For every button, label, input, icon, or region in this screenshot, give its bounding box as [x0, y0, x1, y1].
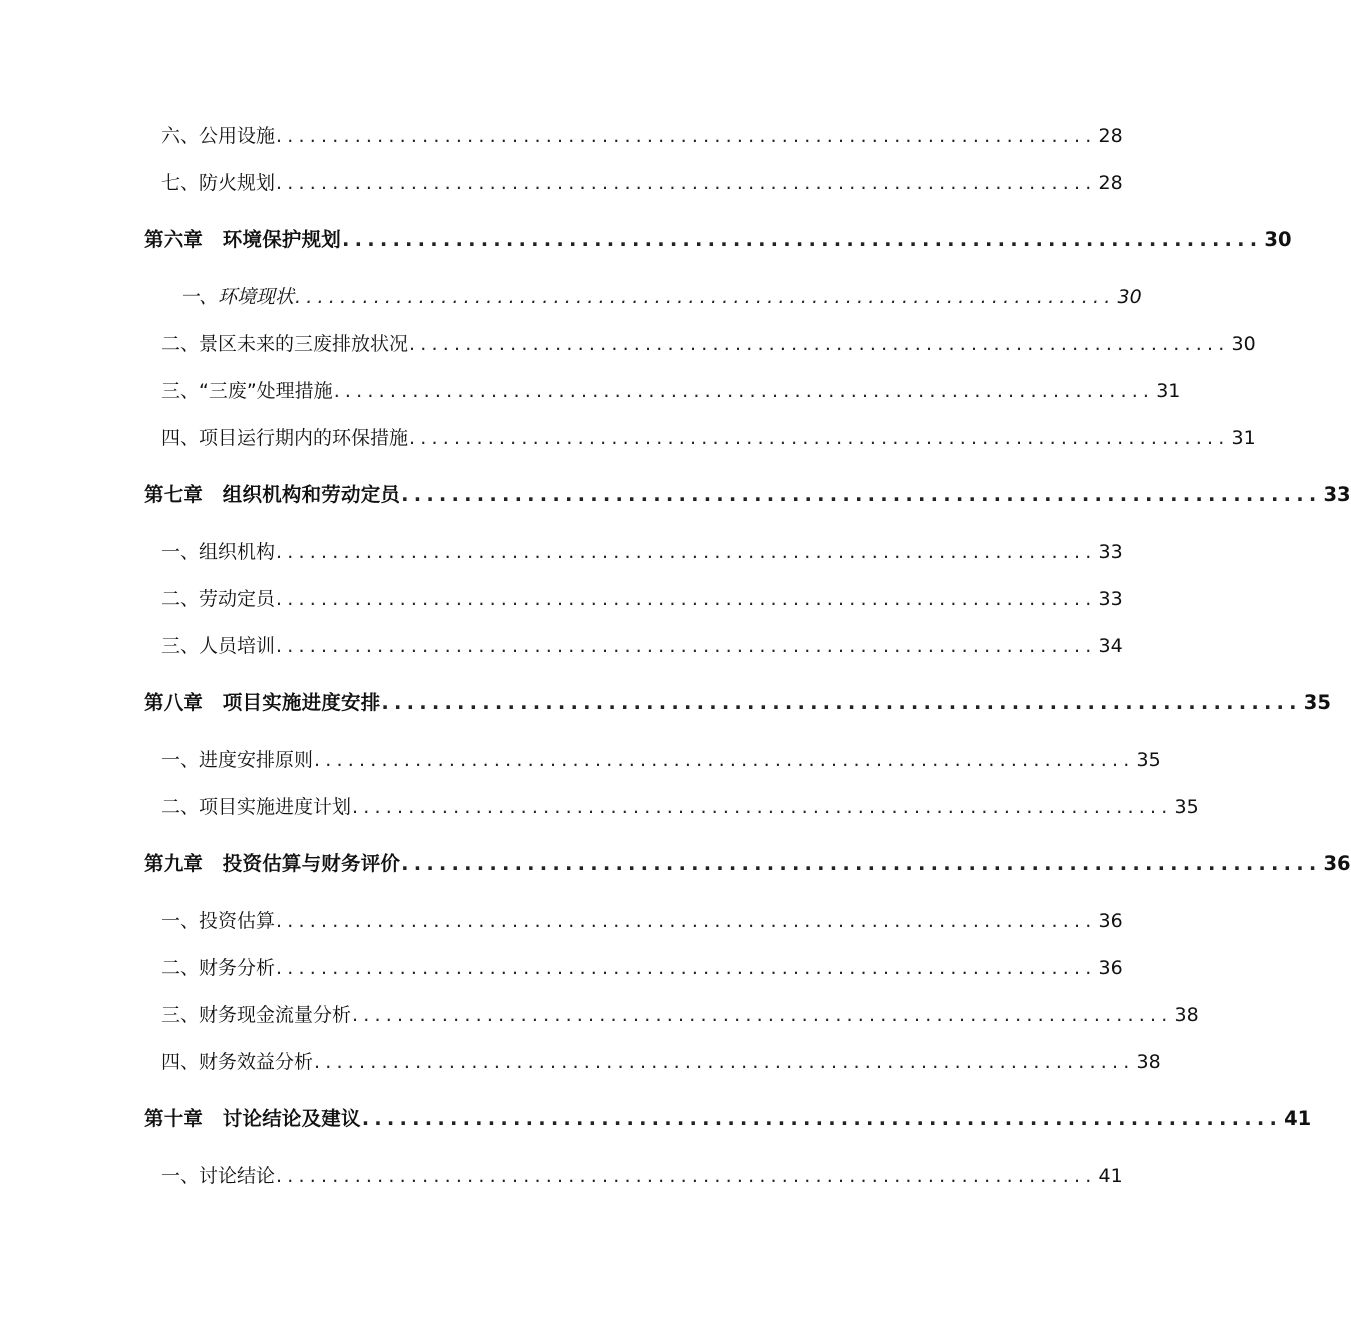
dot-leader: .........................................................................: [276, 172, 1097, 194]
toc-entry-page: 30: [1231, 333, 1256, 355]
toc-entry-section[interactable]: [161, 376, 1181, 406]
toc-entry-label: 第九章 投资估算与财务评价: [144, 852, 401, 875]
toc-entry-label: 一、环境现状: [180, 286, 295, 308]
dot-leader: .........................................................................: [401, 483, 1322, 506]
dot-leader: .........................................................................: [314, 1051, 1135, 1073]
toc-entry-page: 31: [1231, 427, 1256, 449]
toc-entry-page: 31: [1156, 380, 1181, 402]
dot-leader: .........................................................................: [381, 691, 1302, 714]
toc-entry-section[interactable]: [161, 1161, 1123, 1191]
toc-entry-label: 六、公用设施: [161, 125, 276, 147]
toc-entry-section[interactable]: [161, 1000, 1199, 1030]
toc-entry-page: 30: [1117, 286, 1142, 308]
toc-entry-section[interactable]: [161, 537, 1123, 567]
dot-leader: .........................................................................: [276, 541, 1097, 563]
dot-leader: .........................................................................: [276, 635, 1097, 657]
toc-entry-label: 二、项目实施进度计划: [161, 796, 352, 818]
toc-entry-section[interactable]: [161, 584, 1123, 614]
toc-entry-chapter[interactable]: [144, 225, 1292, 255]
dot-leader: .........................................................................: [295, 286, 1116, 308]
dot-leader: .........................................................................: [342, 228, 1263, 251]
dot-leader: .........................................................................: [276, 957, 1097, 979]
toc-entry-label: 第八章 项目实施进度安排: [144, 691, 381, 714]
toc-entry-label: 三、“三废”处理措施: [161, 380, 333, 402]
toc-entry-label: 一、组织机构: [161, 541, 276, 563]
toc-entry-section[interactable]: [161, 423, 1256, 453]
dot-leader: .........................................................................: [276, 910, 1097, 932]
toc-entry-page: 36: [1098, 957, 1123, 979]
dot-leader: .........................................................................: [352, 796, 1173, 818]
toc-entry-page: 33: [1098, 588, 1123, 610]
toc-entry-label: 七、防火规划: [161, 172, 276, 194]
toc-entry-page: 28: [1098, 125, 1123, 147]
toc-entry-section[interactable]: [161, 1047, 1161, 1077]
dot-leader: .........................................................................: [276, 125, 1097, 147]
toc-entry-page: 28: [1098, 172, 1123, 194]
toc-entry-label: 一、讨论结论: [161, 1165, 276, 1187]
toc-entry-page: 33: [1323, 483, 1351, 506]
dot-leader: .........................................................................: [276, 588, 1097, 610]
dot-leader: .........................................................................: [333, 380, 1155, 402]
toc-entry-page: 35: [1303, 691, 1331, 714]
toc-entry-label: 三、财务现金流量分析: [161, 1004, 352, 1026]
toc-entry-page: 41: [1284, 1107, 1312, 1130]
toc-entry-page: 36: [1098, 910, 1123, 932]
toc-entry-label: 一、投资估算: [161, 910, 276, 932]
dot-leader: .........................................................................: [409, 427, 1230, 449]
toc-entry-chapter[interactable]: [144, 849, 1351, 879]
toc-entry-section[interactable]: [161, 745, 1161, 775]
toc-entry-label: 第六章 环境保护规划: [144, 228, 342, 251]
toc-entry-section[interactable]: [161, 906, 1123, 936]
dot-leader: .........................................................................: [401, 852, 1322, 875]
toc-entry-label: 二、财务分析: [161, 957, 276, 979]
dot-leader: .........................................................................: [409, 333, 1230, 355]
toc-entry-section[interactable]: [161, 953, 1123, 983]
dot-leader: .........................................................................: [314, 749, 1135, 771]
dot-leader: .........................................................................: [361, 1107, 1283, 1130]
toc-entry-section[interactable]: [161, 329, 1256, 359]
toc-entry-label: 第十章 讨论结论及建议: [144, 1107, 361, 1130]
toc-entry-page: 34: [1098, 635, 1123, 657]
toc-entry-page: 35: [1136, 749, 1161, 771]
toc-entry-page: 35: [1174, 796, 1199, 818]
toc-entry-label: 第七章 组织机构和劳动定员: [144, 483, 401, 506]
toc-entry-chapter[interactable]: [144, 480, 1351, 510]
toc-entry-section[interactable]: [161, 121, 1123, 151]
dot-leader: .........................................................................: [276, 1165, 1097, 1187]
toc-entry-page: 33: [1098, 541, 1123, 563]
toc-entry-page: 38: [1174, 1004, 1199, 1026]
toc-entry-section[interactable]: [161, 168, 1123, 198]
toc-entry-label: 二、劳动定员: [161, 588, 276, 610]
toc-entry-section[interactable]: [180, 282, 1142, 312]
toc-entry-chapter[interactable]: [144, 1104, 1312, 1134]
toc-entry-page: 41: [1098, 1165, 1123, 1187]
toc-entry-page: 38: [1136, 1051, 1161, 1073]
toc-entry-label: 四、财务效益分析: [161, 1051, 314, 1073]
toc-entry-label: 二、景区未来的三废排放状况: [161, 333, 409, 355]
toc-entry-page: 36: [1323, 852, 1351, 875]
toc-entry-label: 一、进度安排原则: [161, 749, 314, 771]
toc-entry-label: 三、人员培训: [161, 635, 276, 657]
toc-entry-page: 30: [1264, 228, 1292, 251]
toc-entry-label: 四、项目运行期内的环保措施: [161, 427, 409, 449]
toc-entry-section[interactable]: [161, 792, 1199, 822]
toc-entry-chapter[interactable]: [144, 688, 1331, 718]
dot-leader: .........................................................................: [352, 1004, 1173, 1026]
toc-entry-section[interactable]: [161, 631, 1123, 661]
